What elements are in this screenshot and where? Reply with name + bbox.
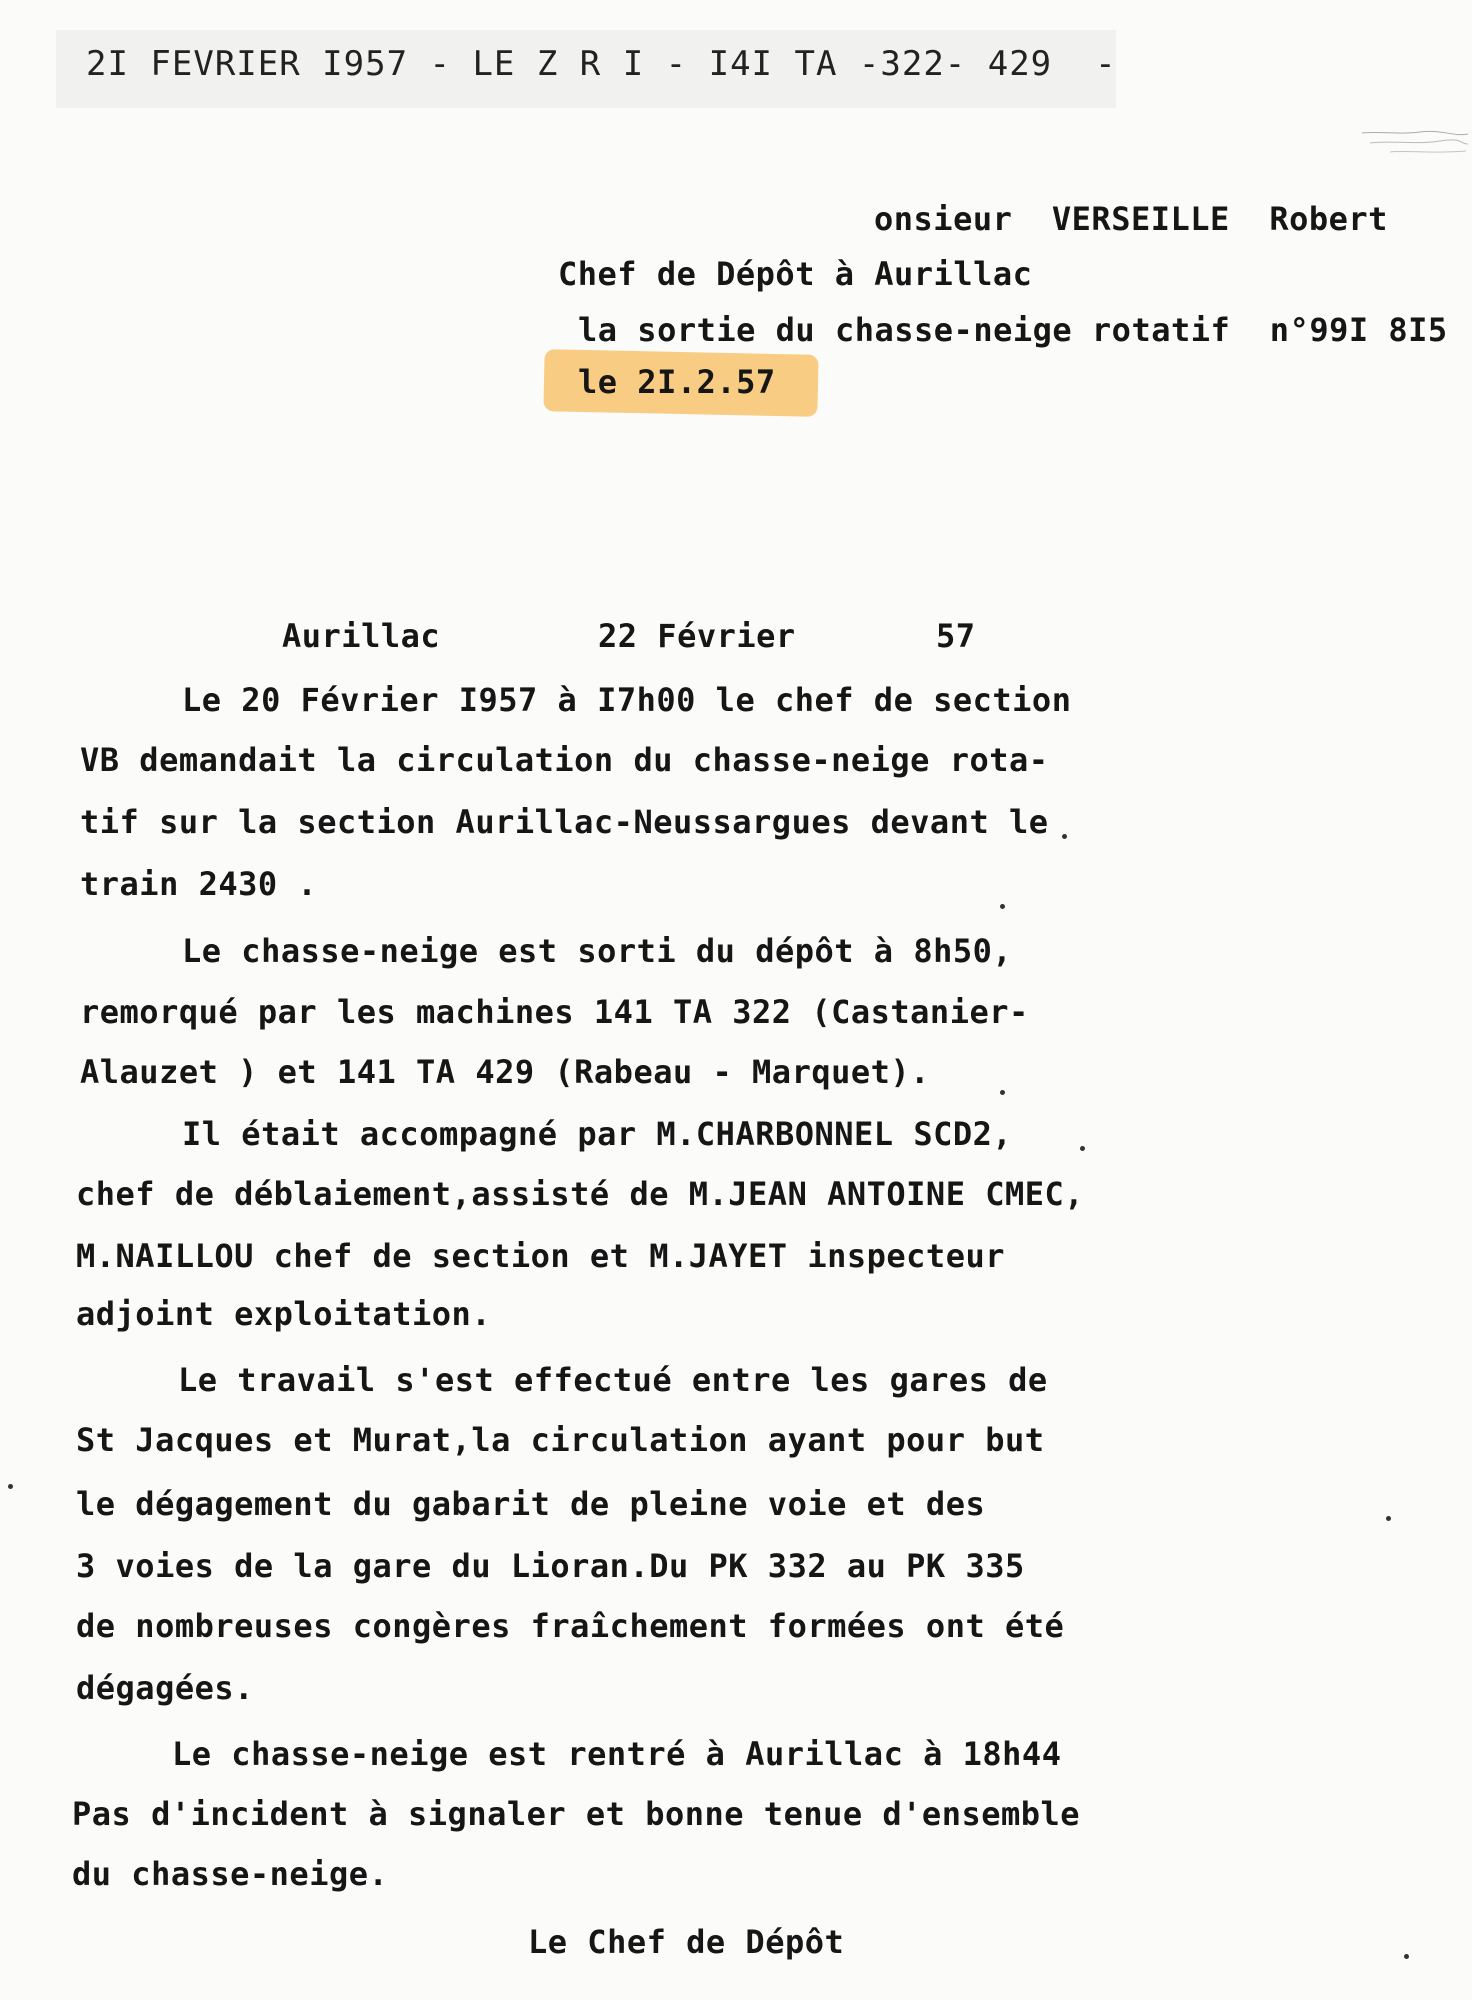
paragraph-5-line-3: du chasse-neige. <box>72 1855 389 1893</box>
ink-speck <box>1404 1954 1409 1959</box>
ink-speck <box>1062 834 1067 839</box>
ink-speck <box>1386 1516 1391 1521</box>
paragraph-3-line-4: adjoint exploitation. <box>76 1295 492 1333</box>
paragraph-4-line-2: St Jacques et Murat,la circulation ayant pour but <box>76 1421 1045 1459</box>
paragraph-4-line-1: Le travail s'est effectué entre les gares de <box>178 1361 1048 1399</box>
dateline-city: Aurillac <box>282 617 441 655</box>
paragraph-2-line-2: remorqué par les machines 141 TA 322 (Castanier- <box>80 993 1029 1031</box>
paragraph-1-line-2: VB demandait la circulation du chasse-neige rota- <box>80 741 1049 779</box>
pencil-scribble <box>1360 125 1470 165</box>
signature-title: Le Chef de Dépôt <box>528 1923 845 1961</box>
paragraph-4-line-3: le dégagement du gabarit de pleine voie et des <box>76 1485 986 1523</box>
header-reference: 2I FEVRIER I957 - LE Z R I - I4I TA -322- 429 - <box>86 44 1117 84</box>
paragraph-4-line-4: 3 voies de la gare du Lioran.Du PK 332 au PK 335 <box>76 1547 1025 1585</box>
paragraph-3-line-1: Il était accompagné par M.CHARBONNEL SCD2, <box>182 1115 1013 1153</box>
ink-speck <box>1000 1090 1005 1095</box>
subject-date: le 2I.2.57 <box>578 363 776 401</box>
paragraph-3-line-3: M.NAILLOU chef de section et M.JAYET inspecteur <box>76 1237 1005 1275</box>
dateline-date: 22 Février <box>598 617 796 655</box>
paragraph-1-line-4: train 2430 . <box>80 865 318 903</box>
subject-line: la sortie du chasse-neige rotatif n°99I 8I5 <box>578 311 1448 349</box>
dateline-year: 57 <box>936 617 976 655</box>
paragraph-2-line-1: Le chasse-neige est sorti du dépôt à 8h50, <box>182 932 1013 970</box>
paragraph-4-line-6: dégagées. <box>76 1669 254 1707</box>
paragraph-1-line-1: Le 20 Février I957 à I7h00 le chef de section <box>182 681 1072 719</box>
paragraph-2-line-3: Alauzet ) et 141 TA 429 (Rabeau - Marquet). <box>80 1053 930 1091</box>
ink-speck <box>8 1484 13 1489</box>
paragraph-1-line-3: tif sur la section Aurillac-Neussargues devant le <box>80 803 1049 841</box>
recipient-name: onsieur VERSEILLE Robert <box>874 200 1388 238</box>
paragraph-5-line-2: Pas d'incident à signaler et bonne tenue d'ensemble <box>72 1795 1081 1833</box>
recipient-title: Chef de Dépôt à Aurillac <box>558 255 1033 293</box>
paragraph-3-line-2: chef de déblaiement,assisté de M.JEAN ANTOINE CMEC, <box>76 1175 1085 1213</box>
paragraph-4-line-5: de nombreuses congères fraîchement formées ont été <box>76 1607 1065 1645</box>
ink-speck <box>1080 1146 1085 1151</box>
ink-speck <box>1000 904 1005 909</box>
paragraph-5-line-1: Le chasse-neige est rentré à Aurillac à 18h44 <box>172 1735 1062 1773</box>
